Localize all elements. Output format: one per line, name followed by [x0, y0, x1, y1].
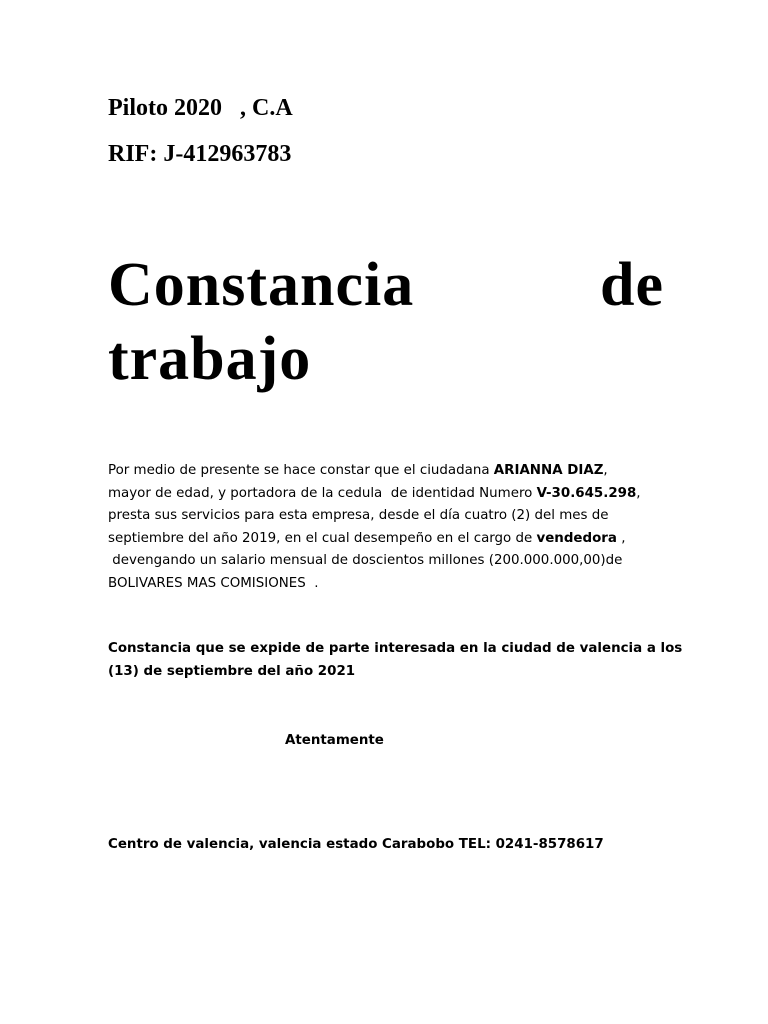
body-line-2 — [108, 483, 688, 506]
company-name: Piloto 2020 , C.A — [108, 95, 293, 121]
body-text: septiembre del año 2019, en el cual desempeño en el cargo de — [108, 530, 537, 546]
title-line-2: trabajo — [108, 325, 312, 393]
employee-name: ARIANNA DIAZ — [493, 463, 604, 478]
title-line-1 — [108, 248, 664, 322]
body-text: , — [603, 463, 608, 478]
closing-salutation: Atentamente — [285, 733, 384, 748]
footer-address: Centro de valencia, valencia estado Carabobo TEL: 0241-8578617 — [108, 837, 604, 852]
body-line-1 — [108, 460, 688, 483]
certificate-body — [108, 460, 688, 595]
body-line-6: BOLIVARES MAS COMISIONES . — [108, 575, 319, 591]
body-text: Por medio de presente se hace constar que el ciudadana — [108, 463, 494, 478]
body-text: , — [616, 530, 626, 546]
employee-role: vendedora — [536, 530, 617, 546]
body-text: mayor de edad, y portadora de la cedula de identidad Numero — [108, 485, 537, 501]
company-rif: RIF: J-412963783 — [108, 141, 292, 167]
employee-id-number: V-30.645.298 — [536, 485, 637, 501]
title-word-constancia: Constancia — [108, 251, 415, 319]
body-line-3: presta sus servicios para esta empresa, desde el día cuatro (2) del mes de — [108, 508, 609, 523]
issue-line-2: (13) de septiembre del año 2021 — [108, 664, 356, 679]
document-title — [108, 248, 664, 396]
title-word-de: de — [600, 251, 664, 319]
issue-statement — [108, 637, 708, 683]
body-line-4 — [108, 528, 688, 551]
body-text: , — [636, 485, 641, 501]
body-line-5: devengando un salario mensual de doscientos millones (200.000.000,00)de — [108, 553, 623, 568]
issue-line-1: Constancia que se expide de parte interesada en la ciudad de valencia a los — [108, 641, 683, 656]
